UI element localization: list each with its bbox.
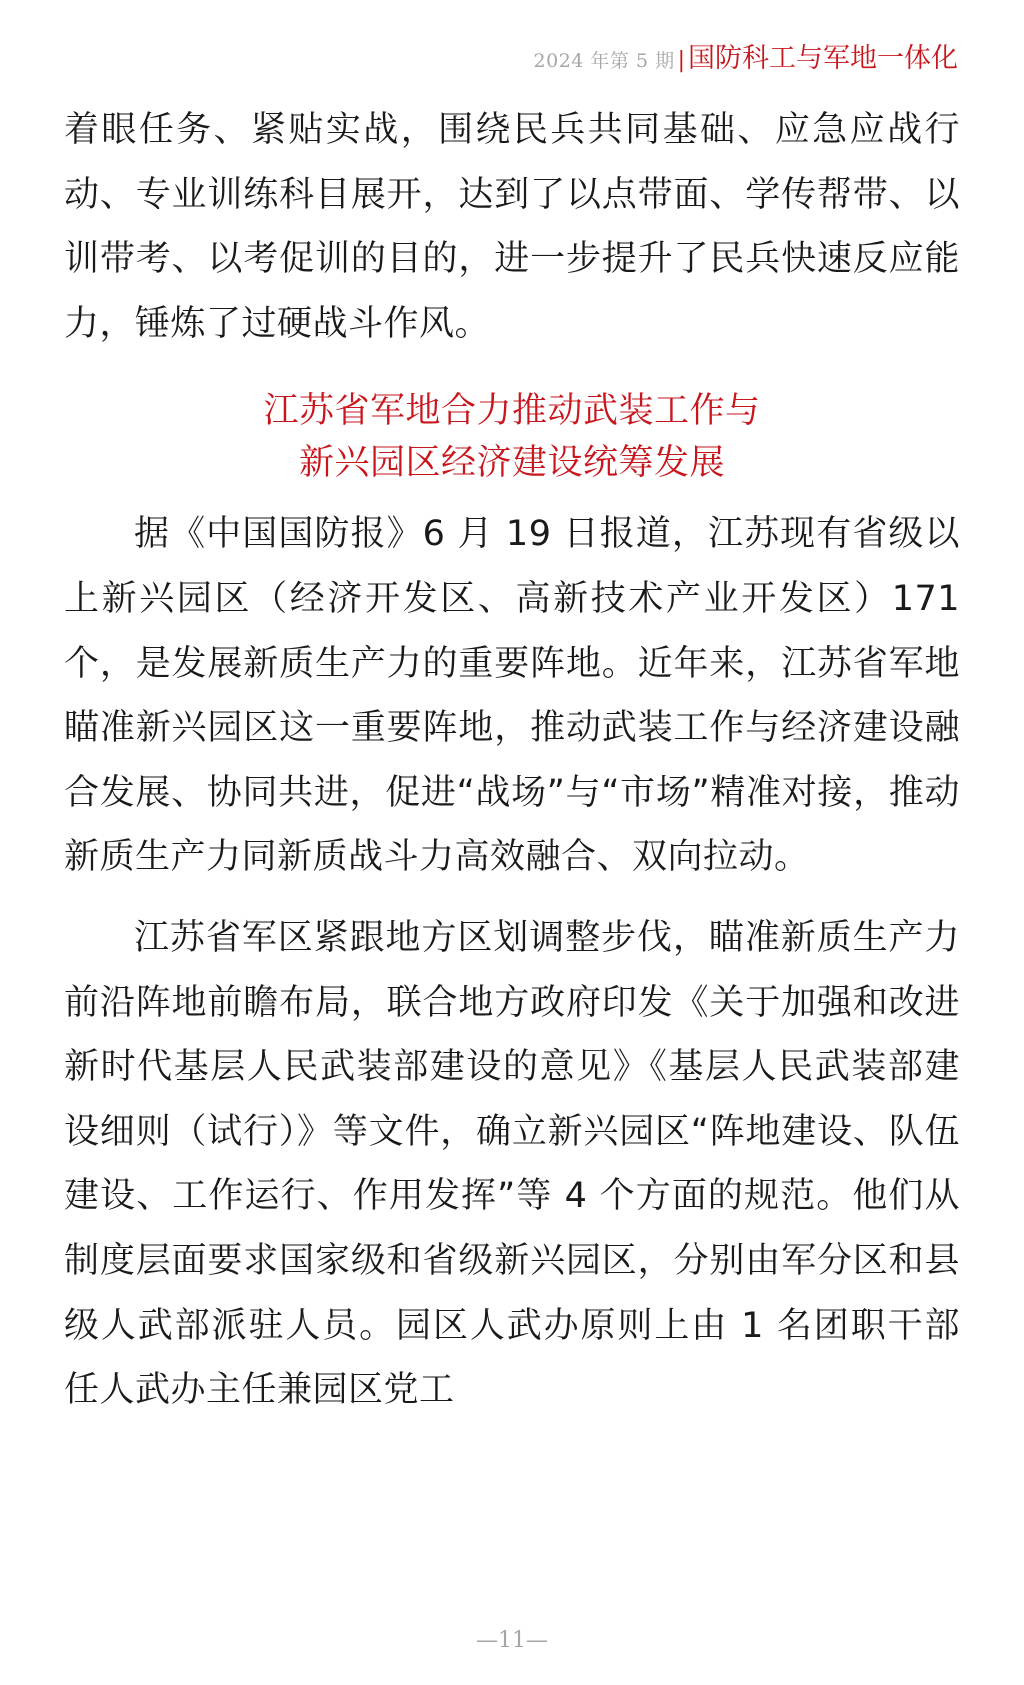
column-title: 国防科工与军地一体化 <box>688 43 958 74</box>
continued-paragraph: 着眼任务、紧贴实战，围绕民兵共同基础、应急应战行动、专业训练科目展开，达到了以点带面、学传帮带、以训带考、以考促训的目的，进一步提升了民兵快速反应能力，锤炼了过硬战斗作风。 <box>64 110 960 344</box>
page-number: —11— <box>476 1628 548 1653</box>
article-title <box>64 385 960 489</box>
paragraph-1: 据《中国国防报》6 月 19 日报道，江苏现有省级以上新兴园区（经济开发区、高新技术产业开发区）171 个，是发展新质生产力的重要阵地。近年来，江苏省军地瞄准新兴园区这一重要阵地，推动武装工作与经济建设融合发展、协同共进，促进“战场”与“市场”精准对接，推动新质生产力同新质战斗力高效融合、双向拉动。 <box>64 514 960 878</box>
issue-label: 2024 年第 5 期 <box>533 50 675 72</box>
running-header <box>534 36 958 76</box>
article-title-line-1: 江苏省军地合力推动武装工作与 <box>263 391 761 432</box>
header-separator: | <box>677 48 685 73</box>
paragraph-2: 江苏省军区紧跟地方区划调整步伐，瞄准新质生产力前沿阵地前瞻布局，联合地方政府印发《关于加强和改进新时代基层人民武装部建设的意见》《基层人民武装部建设细则（试行）》等文件，确立新兴园区“阵地建设、队伍建设、工作运行、作用发挥”等 4 个方面的规范。他们从制度层面要求国家级和省级新兴园区，分别由军分区和县级人武部派驻人员。园区人武办原则上由 1 名团职干部任人武办主任兼园区党工 <box>64 917 960 1411</box>
article-title-line-2: 新兴园区经济建设统筹发展 <box>298 443 725 484</box>
article-body <box>64 98 960 1423</box>
